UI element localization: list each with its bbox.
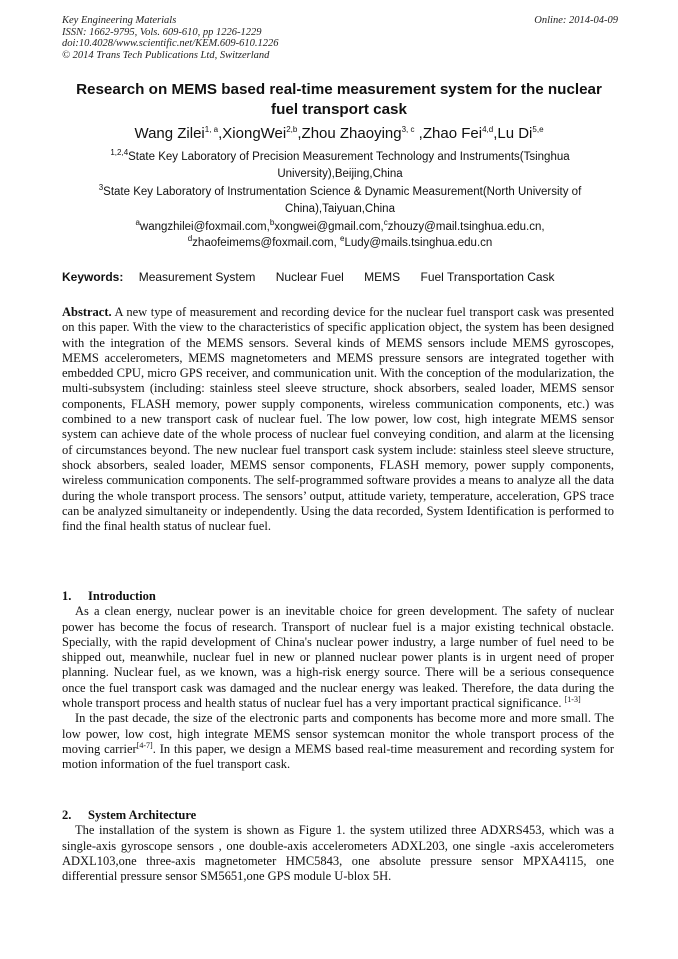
paper-title [40, 80, 638, 120]
author: Wang Zilei$^{1, a}$, [134, 125, 223, 142]
online-date: Online: 2014-04-09 [534, 15, 618, 26]
section-introduction [62, 589, 614, 773]
affiliation-2: $^3$State Key Laboratory of Instrumentation Science & Dynamic Measurement(North University of China),Taiyuan,China [98, 183, 582, 215]
abstract [62, 305, 614, 534]
journal-name: Key Engineering Materials [62, 15, 177, 26]
keywords-line [62, 269, 618, 285]
keyword: Measurement System [138, 270, 256, 284]
email-address: xongwei@gmail.com, [274, 221, 384, 233]
doi-line: doi:10.4028/www.scientific.net/KEM.609-610.1226 [62, 38, 279, 50]
author-list [40, 125, 638, 143]
journal-header [62, 15, 618, 61]
keyword: Nuclear Fuel [275, 270, 344, 284]
section-system-architecture [62, 808, 614, 884]
issn-line: ISSN: 1662-9795, Vols. 609-610, pp 1226-1229 [62, 26, 262, 38]
email-address: zhouzy@mail.tsinghua.edu.cn, [387, 221, 545, 233]
paragraph: The installation of the system is shown as Figure 1. the system utilized three ADXRS453, which was a single-axis gyroscope sensors , one double-axis accelerometers ADXL203, one single -axis accelerometers ADXL103,one three-axis magnetometer HMC5843, one absolute pressure sensor MPXA4115, one differential pressure sensor SM5651,one GPS module U-blox 5H. [62, 823, 614, 884]
email-address: Ludy@mails.tsinghua.edu.cn [344, 237, 493, 249]
author: Lu Di$^{5,e}$ [497, 125, 544, 142]
abstract-label: Abstract. [62, 305, 112, 319]
author: Zhou Zhaoying$^{3, c}$ , [301, 125, 423, 142]
section-heading: 2. System Architecture [62, 808, 197, 822]
affiliation-1: $^{1,2,4}$State Key Laboratory of Precision Measurement Technology and Instruments(Tsinghua University),Beijing,China [110, 148, 570, 180]
email-address: wangzhilei@foxmail.com, [139, 221, 270, 233]
author: Zhao Fei$^{4,d}$, [422, 125, 498, 142]
email-address: zhaofeimems@foxmail.com, [192, 237, 340, 249]
email-list: $^a$wangzhilei@foxmail.com,$^b$xongwei@gmail.com,$^c$zhouzy@mail.tsinghua.edu.cn, $^d$zhaofeimems@foxmail.com, $^e$Ludy@mails.tsinghua.edu.cn [135, 218, 545, 249]
abstract-text: A new type of measurement and recording device for the nuclear fuel transport cask was presented on this paper. With the view to the characteristics of specific application object, the system has been designed with the integration of the MEMS sensors. Several kinds of MEMS sensors include MEMS gyroscopes, MEMS accelerometers, MEMS magnetometers and MEMS pressure sensors are integrated together with embedded CPU, micro GPS receiver, and communication unit. With the conception of the modularization, the multi-subsystem (including: stainless steel sleeve structure, shock absorbers, sealed loader, MEMS sensor components, FLASH memory, power supply components, wireless communication components, etc.) was combined to a new transport cask of nuclear fuel. The low power, low cost, high integrate MEMS sensor system can achieve date of the whole process of nuclear fuel conveying condition, and alarm at the licensing of circumstances beyond. The new nuclear fuel transport cask system include: stainless steel sleeve structure, shock absorbers, sealed loader, MEMS sensor components, FLASH memory, power supply components, wireless communication components. The self-programmed software provides a means to analyze all the data during the whole transport process. The sensors’ output, attitude variety, temperature, acceleration, GPS trace can be analyzed simultaneity or independently. Using the data recorded, System Identification is performed to find the final health status of nuclear fuel. [62, 305, 614, 534]
citation: [4-7] [136, 740, 153, 750]
copyright-line: © 2014 Trans Tech Publications Ltd, Switzerland [62, 49, 270, 61]
keywords-label: Keywords: [62, 270, 124, 284]
author: XiongWei$^{2,b}$, [222, 125, 302, 142]
title-line-1: Research on MEMS based real-time measurement system for the nuclear [76, 81, 602, 98]
section-heading: 1. Introduction [62, 589, 156, 603]
keyword: MEMS [364, 270, 401, 284]
citation: [1-3] [564, 694, 581, 704]
paragraph: In the past decade, the size of the electronic parts and components has become more and more small. The low power, low cost, high integrate MEMS sensor systemcan monitor the whole transport process of the moving carrier[4-7]. In this paper, we design a MEMS based real-time measurement and recording system for motion information of the fuel transport cask. [62, 711, 614, 772]
paragraph: As a clean energy, nuclear power is an inevitable choice for green development. The safety of nuclear power has become the focus of research. Transport of nuclear fuel is a major existing technical obstacle. Specially, with the rapid development of China's nuclear power industry, a large number of fuel need to be shipped out, meanwhile, nuclear fuel in new or planned nuclear power plants is in urgent need of proper planning. Nuclear fuel, as we known, was a high-risk energy source. There will be a serious consequence once the fuel transport cask was damaged and the nuclear energy was leaked. Therefore, the data during the whole transport process and health status of nuclear fuel has a very important practical significance. [1-3] [62, 604, 614, 711]
title-line-2: fuel transport cask [271, 101, 407, 118]
keyword: Fuel Transportation Cask [420, 270, 555, 284]
